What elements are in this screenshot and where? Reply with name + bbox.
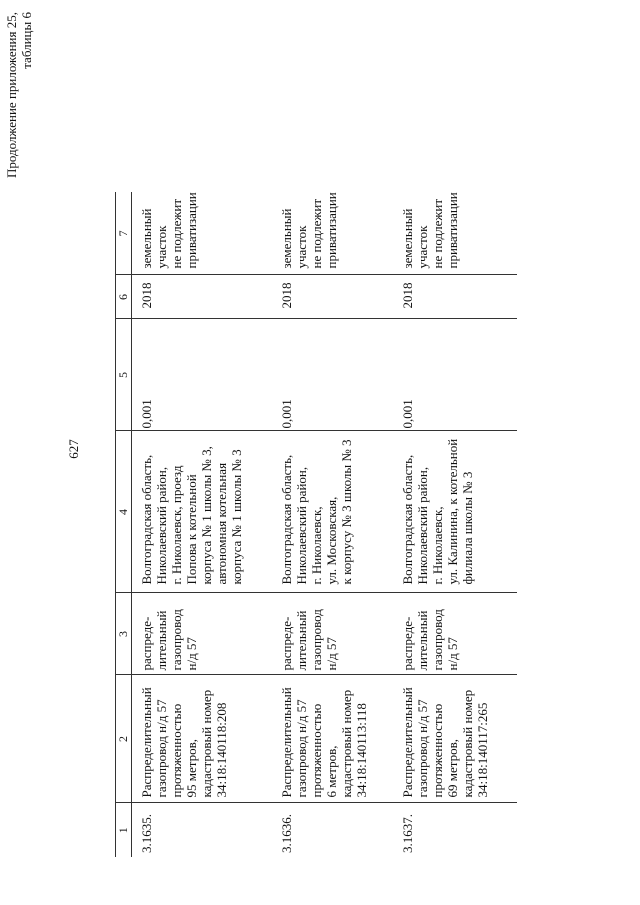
header-col-2: 2: [116, 675, 132, 803]
header-col-5: 5: [116, 319, 132, 431]
object-value: 0,001: [393, 319, 517, 431]
table-row: [132, 192, 273, 857]
object-year: 2018: [132, 275, 273, 319]
object-type: распреде- лительный газопровод н/д 57: [132, 593, 273, 675]
header-col-1: 1: [116, 803, 132, 857]
object-type: распреде- лительный газопровод н/д 57: [393, 593, 517, 675]
object-address: Волгоградская область, Николаевский район, г. Николаевск, ул. Калинина, к котельной филиала школы № 3: [393, 431, 517, 593]
object-type: распреде- лительный газопровод н/д 57: [272, 593, 393, 675]
object-value: 0,001: [132, 319, 273, 431]
header-col-6: 6: [116, 275, 132, 319]
object-address: Волгоградская область, Николаевский район, г. Николаевск, ул. Московская, к корпусу № 3 школы № 3: [272, 431, 393, 593]
object-value: 0,001: [272, 319, 393, 431]
row-number: 3.1636.: [272, 803, 393, 857]
object-address: Волгоградская область, Николаевский район, г. Николаевск, проезд Попова к котельной корпуса № 1 школы № 3, автономная котельная корпуса № 1 школы № 3: [132, 431, 273, 593]
table-row: [393, 192, 517, 857]
object-name: Распределительный газопровод н/д 57 протяженностью 69 метров, кадастровый номер 34:18:140117:265: [393, 675, 517, 803]
object-note: земельный участок не подлежит приватизации: [139, 192, 199, 269]
header-row: [116, 192, 132, 857]
header-col-4: 4: [116, 431, 132, 593]
row-number: 3.1635.: [132, 803, 273, 857]
row-number: 3.1637.: [393, 803, 517, 857]
object-year: 2018: [272, 275, 393, 319]
header-col-7: 7: [116, 230, 130, 237]
object-year: 2018: [393, 275, 517, 319]
continuation-line-1: Продолжение приложения 25,: [4, 12, 19, 179]
object-note: земельный участок не подлежит приватизации: [400, 192, 460, 269]
registry-table: [115, 192, 517, 857]
continuation-line-2: таблицы 6: [19, 12, 34, 69]
object-name: Распределительный газопровод н/д 57 протяженностью 6 метров, кадастровый номер 34:18:140113:118: [272, 675, 393, 803]
table-row: [272, 192, 393, 857]
page-number: 627: [66, 439, 81, 459]
continuation-note: [4, 12, 34, 312]
object-note: земельный участок не подлежит приватизации: [279, 192, 339, 269]
header-col-3: 3: [116, 593, 132, 675]
object-name: Распределительный газопровод н/д 57 протяженностью 95 метров, кадастровый номер 34:18:140118:208: [132, 675, 273, 803]
